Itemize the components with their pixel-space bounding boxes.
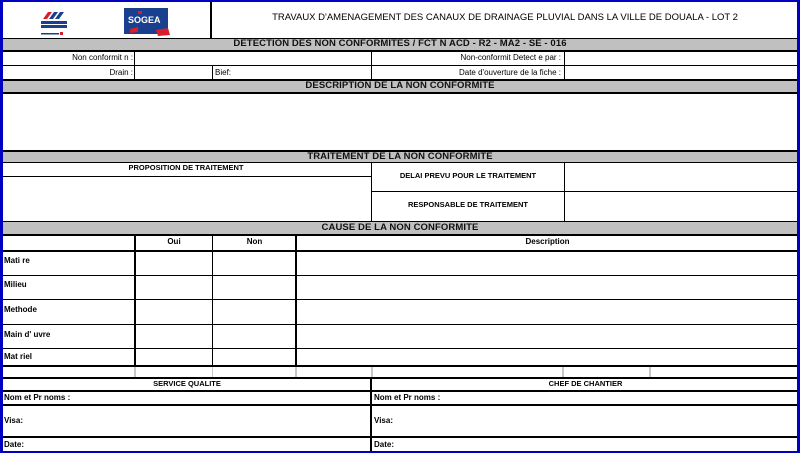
site-chief-name-label: Nom et Pr noms : bbox=[374, 393, 441, 402]
quality-date-label: Date: bbox=[4, 440, 25, 449]
col-header-description: Description bbox=[525, 237, 570, 246]
cause-materiel-non[interactable] bbox=[214, 349, 295, 365]
sogea-satom-logo-icon bbox=[37, 8, 77, 38]
treatment-section-title: TRAITEMENT DE LA NON CONFORMITE bbox=[307, 151, 493, 162]
cause-row-main-oeuvre: Main d' uvre bbox=[4, 330, 51, 339]
bief-label: Bief: bbox=[215, 68, 232, 77]
opening-date-field[interactable] bbox=[565, 66, 797, 79]
quality-name-label: Nom et Pr noms : bbox=[4, 393, 71, 402]
quality-service-title: SERVICE QUALITE bbox=[153, 379, 221, 388]
cause-milieu-non[interactable] bbox=[214, 276, 295, 299]
quality-visa-label: Visa: bbox=[4, 416, 23, 425]
detected-by-field[interactable] bbox=[565, 52, 797, 65]
logo-sogea-satom bbox=[37, 8, 77, 38]
cause-main-oeuvre-non[interactable] bbox=[214, 325, 295, 348]
cause-section-title: CAUSE DE LA NON CONFORMITE bbox=[321, 222, 479, 233]
treatment-proposal-field[interactable] bbox=[3, 177, 371, 221]
delay-field[interactable] bbox=[565, 163, 797, 191]
cause-matiere-description[interactable] bbox=[298, 252, 797, 275]
cause-milieu-oui[interactable] bbox=[136, 276, 212, 299]
site-chief-name-field[interactable] bbox=[453, 392, 797, 404]
col-header-oui: Oui bbox=[167, 237, 181, 246]
detection-section-title: DETECTION DES NON CONFORMITES / FCT N ACD - R2 - MA2 - SE - 016 bbox=[233, 38, 567, 49]
bief-field[interactable] bbox=[233, 66, 370, 79]
description-textarea[interactable] bbox=[3, 94, 797, 150]
site-chief-title: CHEF DE CHANTIER bbox=[548, 379, 623, 388]
nc-number-field[interactable] bbox=[136, 52, 370, 65]
detected-by-label: Non-conformit Detect e par : bbox=[460, 53, 561, 62]
cause-main-oeuvre-description[interactable] bbox=[298, 325, 797, 348]
svg-text:SOGEA: SOGEA bbox=[128, 15, 161, 25]
drain-label: Drain : bbox=[109, 68, 133, 77]
cause-matiere-non[interactable] bbox=[214, 252, 295, 275]
opening-date-label: Date d'ouverture de la fiche : bbox=[458, 68, 561, 77]
cause-matiere-oui[interactable] bbox=[136, 252, 212, 275]
site-chief-date-label: Date: bbox=[374, 440, 395, 449]
cause-row-materiel: Mat riel bbox=[4, 352, 33, 361]
site-chief-date-field[interactable] bbox=[403, 438, 797, 451]
cause-methode-oui[interactable] bbox=[136, 300, 212, 324]
nonconformity-form bbox=[3, 2, 797, 451]
nc-number-label: Non conformit n : bbox=[72, 53, 133, 62]
treatment-proposal-label: PROPOSITION DE TRAITEMENT bbox=[128, 163, 244, 172]
responsible-label: RESPONSABLE DE TRAITEMENT bbox=[407, 200, 528, 209]
site-chief-visa-field[interactable] bbox=[403, 406, 797, 436]
cause-materiel-description[interactable] bbox=[298, 349, 797, 365]
responsible-field[interactable] bbox=[565, 192, 797, 221]
sogea-logo-icon bbox=[124, 8, 170, 36]
cause-milieu-description[interactable] bbox=[298, 276, 797, 299]
cause-row-milieu: Milieu bbox=[4, 280, 27, 289]
site-chief-visa-label: Visa: bbox=[374, 416, 393, 425]
quality-date-field[interactable] bbox=[33, 438, 369, 451]
col-header-non: Non bbox=[246, 237, 263, 246]
logo-sogea bbox=[124, 8, 170, 36]
document-title: TRAVAUX D'AMENAGEMENT DES CANAUX DE DRAINAGE PLUVIAL DANS LA VILLE DE DOUALA - LOT 2 bbox=[272, 12, 738, 23]
quality-visa-field[interactable] bbox=[33, 406, 369, 436]
cause-materiel-oui[interactable] bbox=[136, 349, 212, 365]
quality-name-field[interactable] bbox=[83, 392, 369, 404]
description-section-title: DESCRIPTION DE LA NON CONFORMITE bbox=[305, 80, 495, 91]
cause-methode-non[interactable] bbox=[214, 300, 295, 324]
drain-field[interactable] bbox=[136, 66, 211, 79]
cause-row-matiere: Mati re bbox=[4, 256, 30, 265]
cause-main-oeuvre-oui[interactable] bbox=[136, 325, 212, 348]
delay-label: DELAI PREVU POUR LE TRAITEMENT bbox=[399, 171, 537, 180]
cause-row-methode: Methode bbox=[4, 305, 37, 314]
cause-methode-description[interactable] bbox=[298, 300, 797, 324]
